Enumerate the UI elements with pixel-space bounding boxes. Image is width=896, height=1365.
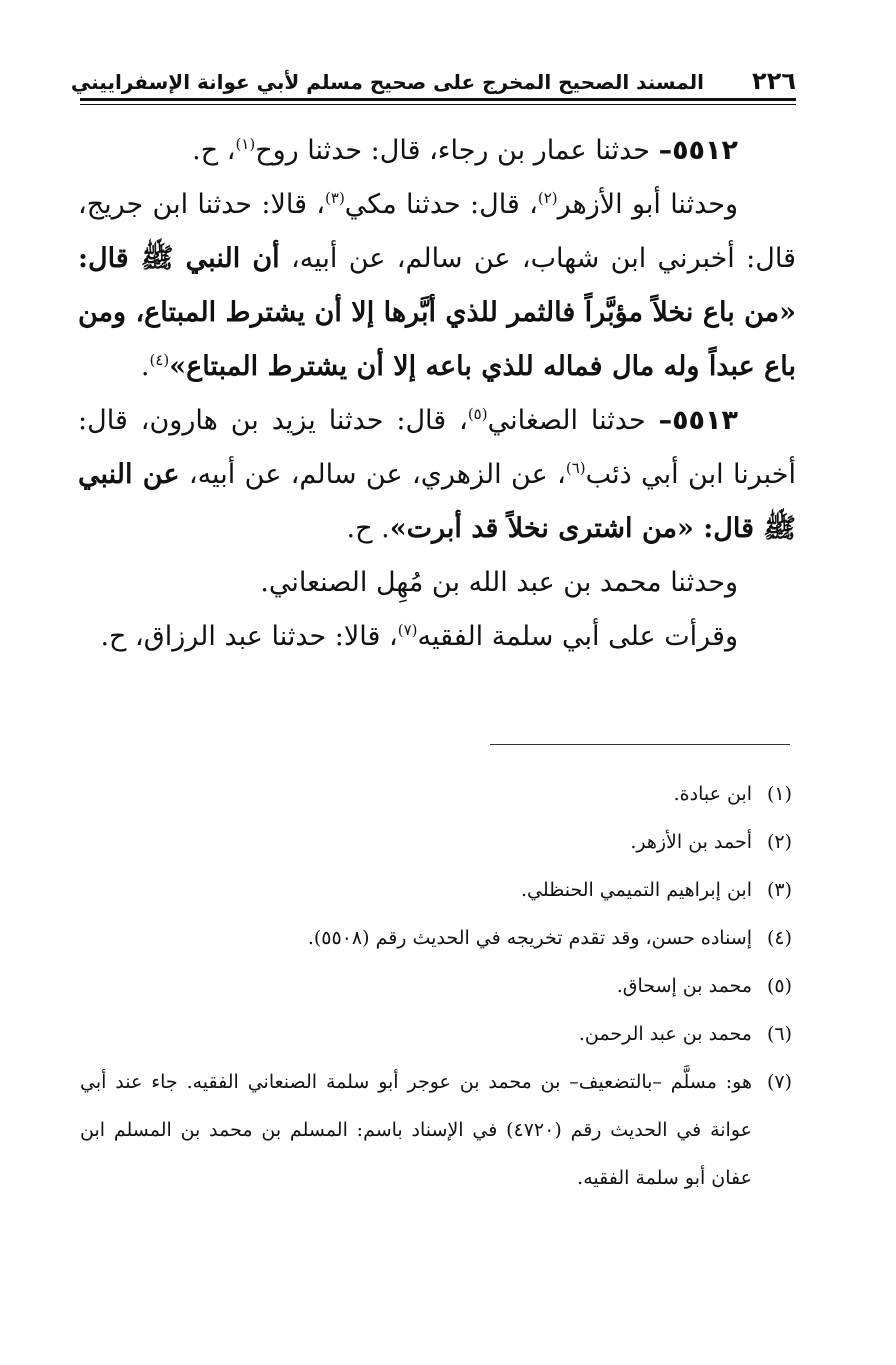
main-text [78,124,796,664]
hadith-5512-matn: من باع نخلاً مؤبَّراً فالثمر للذي أبَّرها إلا أن يشترط المبتاع، ومن باع عبداً وله مال فماله للذي باعه إلا أن يشترط المبتاع [78,297,796,382]
hadith-5513-matn: من اشترى نخلاً قد أبرت [406,513,677,544]
footnote-text: هو: مسلَّم –بالتضعيف– بن محمد بن عوجر أبو سلمة الصنعاني الفقيه. جاء عند أبي عوانة في الحديث رقم (٤٧٢٠) في الإسناد باسم: المسلم بن محمد بن المسلم ابن عفان أبو سلمة الفقيه. [80,1071,752,1189]
footnotes [80,770,792,1202]
footnote-ref-4: (٤) [149,351,170,369]
footnote-text: محمد بن عبد الرحمن. [578,1023,752,1045]
footnote [80,962,792,1010]
footnote-ref-1: (١) [235,135,256,153]
footnote [80,1010,792,1058]
footnote [80,914,792,962]
footnote-text: إسناده حسن، وقد تقدم تخريجه في الحديث رقم (٥٥٠٨). [307,927,752,949]
hadith-number-5512: ٥٥١٢– [658,135,738,166]
page-header [70,66,796,100]
footnote-separator [490,744,790,745]
footnote-marker: (٣) [766,879,792,901]
hadith-5512-text: حدثنا عمار بن رجاء، قال: حدثنا روح [255,135,659,166]
quote-close-5513: » [389,513,407,544]
chain-start: وحدثنا أبو الأزهر [557,189,738,220]
footnote-ref-2: (٢) [537,189,558,207]
footnote-marker: (٧) [766,1071,792,1093]
matn-end: . [140,351,150,382]
hadith-5513-text1: حدثنا الصغاني [487,405,659,436]
footnote-ref-5: (٥) [467,405,488,423]
footnote [80,866,792,914]
footnote-marker: (٥) [766,975,792,997]
footnote [80,770,792,818]
header-rule-thick [80,98,796,101]
footnote-marker: (٢) [766,831,792,853]
hadith-5513-line-a: وحدثنا محمد بن عبد الله بن مُهِل الصنعاني. [260,567,738,598]
hadith-5512-first-line [78,124,796,178]
hadith-number-5513: ٥٥١٣– [658,405,738,436]
footnote-ref-6: (٦) [565,459,586,477]
footnote [80,818,792,866]
footnote-text: ابن إبراهيم التميمي الحنظلي. [520,879,752,901]
hadith-5512-chain [78,178,796,394]
line-b-start: وقرأت على أبي سلمة الفقيه [417,621,738,652]
footnote-marker: (١) [766,783,792,805]
footnote-text: أحمد بن الأزهر. [630,831,752,853]
quote-open-5513: « [676,513,704,544]
footnote-marker: (٦) [766,1023,792,1045]
footnote-text: ابن عبادة. [673,783,752,805]
line-b-end: ، قالا: حدثنا عبد الرزاق، ح. [100,621,398,652]
chain-rest: ، قالا: حدثنا ابن جريج، قال: أخبرني ابن شهاب، عن سالم، عن أبيه، [78,189,797,274]
header-rule-thin [80,104,796,105]
quote-open: « [779,297,796,328]
running-title: المسند الصحيح المخرج على صحيح مسلم لأبي عوانة الإسفراييني [70,70,704,94]
prophet-intro: أن النبي ﷺ قال: [78,243,280,274]
hadith-5513 [78,394,796,556]
hadith-5513-end: . ح. [346,513,390,544]
chain-mid: ، قال: حدثنا مكي [344,189,538,220]
footnote-ref-7: (٧) [397,621,418,639]
hadith-5512-text-end: ، ح. [192,135,236,166]
footnote-marker: (٤) [766,927,792,949]
footnote [80,1058,792,1202]
prophet-intro-5513: عن النبي ﷺ قال: [78,459,796,544]
hadith-5513-text2: ، قال: حدثنا يزيد بن هارون، قال: أخبرنا ابن أبي ذئب [78,405,796,490]
footnote-ref-3: (٣) [325,189,345,207]
footnote-text: محمد بن إسحاق. [616,975,752,997]
quote-close: » [169,351,187,382]
page-number: ٢٢٦ [752,67,796,95]
hadith-5513-text3: ، عن الزهري، عن سالم، عن أبيه، [179,459,566,490]
hadith-5513-line-b [78,610,796,664]
